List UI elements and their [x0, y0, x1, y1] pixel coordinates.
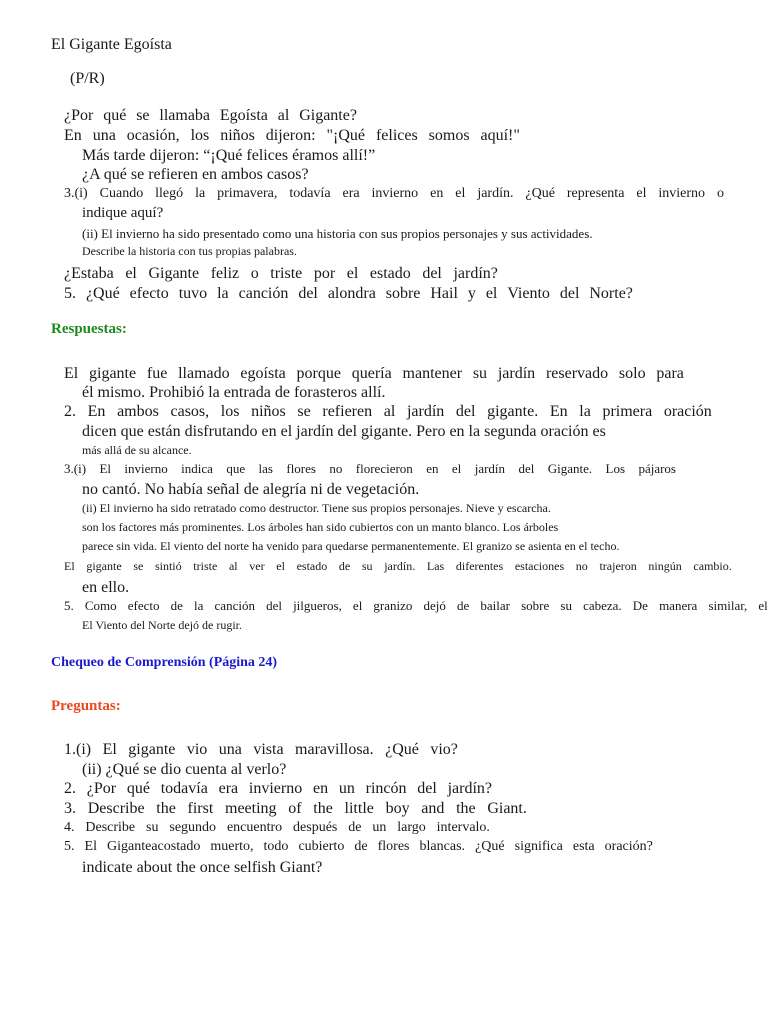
answer-line: en ello.: [82, 579, 130, 596]
answer-line: no cantó. No había señal de alegría ni de vegetación.: [82, 481, 420, 498]
question-line: 2. ¿Por qué todavía era invierno en un rincón del jardín?: [64, 780, 492, 797]
question-line: 4. Describe su segundo encuentro después de un largo intervalo.: [64, 820, 490, 835]
document-title: El Gigante Egoísta: [51, 36, 172, 53]
answer-line: El gigante fue llamado egoísta porque quería mantener su jardín reservado solo para: [64, 365, 684, 382]
answer-line: 3.(i) El invierno indica que las flores no florecieron en el jardín del Gigante. Los pájaros: [64, 461, 676, 476]
question-line: 5. ¿Qué efecto tuvo la canción del alondra sobre Hail y el Viento del Norte?: [64, 285, 633, 302]
answer-line: son los factores más prominentes. Los árboles han sido cubiertos con un manto blanco. Los árboles: [82, 520, 559, 534]
question-line: 3. Describe the first meeting of the little boy and the Giant.: [64, 800, 527, 817]
question-line: En una ocasión, los niños dijeron: "¡Qué felices somos aquí!": [64, 127, 520, 144]
answer-line: él mismo. Prohibió la entrada de forasteros allí.: [82, 384, 386, 401]
question-line: (ii) ¿Qué se dio cuenta al verlo?: [82, 761, 287, 778]
question-line: 1.(i) El gigante vio una vista maravillosa. ¿Qué vio?: [64, 741, 458, 758]
question-line: ¿A qué se refieren en ambos casos?: [82, 166, 309, 183]
answer-line: 2. En ambos casos, los niños se refieren al jardín del gigante. En la primera oración: [64, 403, 712, 420]
answer-line: más allá de su alcance.: [82, 443, 192, 457]
answer-line: El Viento del Norte dejó de rugir.: [82, 618, 243, 632]
answer-line: (ii) El invierno ha sido retratado como destructor. Tiene sus propios personajes. Nieve y escarcha.: [82, 501, 551, 515]
question-line: ¿Estaba el Gigante feliz o triste por el estado del jardín?: [64, 265, 498, 282]
preguntas-heading: Preguntas:: [51, 698, 121, 714]
question-line: (ii) El invierno ha sido presentado como una historia con sus propios personajes y sus actividades.: [82, 226, 593, 241]
answer-line: parece sin vida. El viento del norte ha venido para quedarse permanentemente. El granizo se asienta en el techo.: [82, 539, 620, 553]
document-subtitle: (P/R): [70, 70, 105, 87]
question-line: 5. El Giganteacostado muerto, todo cubierto de flores blancas. ¿Qué significa esta oración?: [64, 839, 653, 854]
answer-line: dicen que están disfrutando en el jardín del gigante. Pero en la segunda oración es: [82, 423, 606, 440]
question-line: Más tarde dijeron: “¡Qué felices éramos allí!”: [82, 147, 376, 164]
question-line: 3.(i) Cuando llegó la primavera, todavía era invierno en el jardín. ¿Qué representa el invierno o: [64, 186, 724, 201]
question-line: ¿Por qué se llamaba Egoísta al Gigante?: [64, 107, 357, 124]
chequeo-heading: Chequeo de Comprensión (Página 24): [51, 655, 278, 670]
question-line: indique aquí?: [82, 205, 164, 221]
answer-line: El gigante se sintió triste al ver el estado de su jardín. Las diferentes estaciones no trajeron ningún cambio.: [64, 559, 732, 573]
question-line: Describe la historia con tus propias palabras.: [82, 244, 297, 258]
respuestas-heading: Respuestas:: [51, 321, 127, 337]
answer-line: 5. Como efecto de la canción del jilgueros, el granizo dejó de bailar sobre su cabeza. De manera similar, el: [64, 598, 768, 613]
question-line: indicate about the once selfish Giant?: [82, 859, 323, 876]
